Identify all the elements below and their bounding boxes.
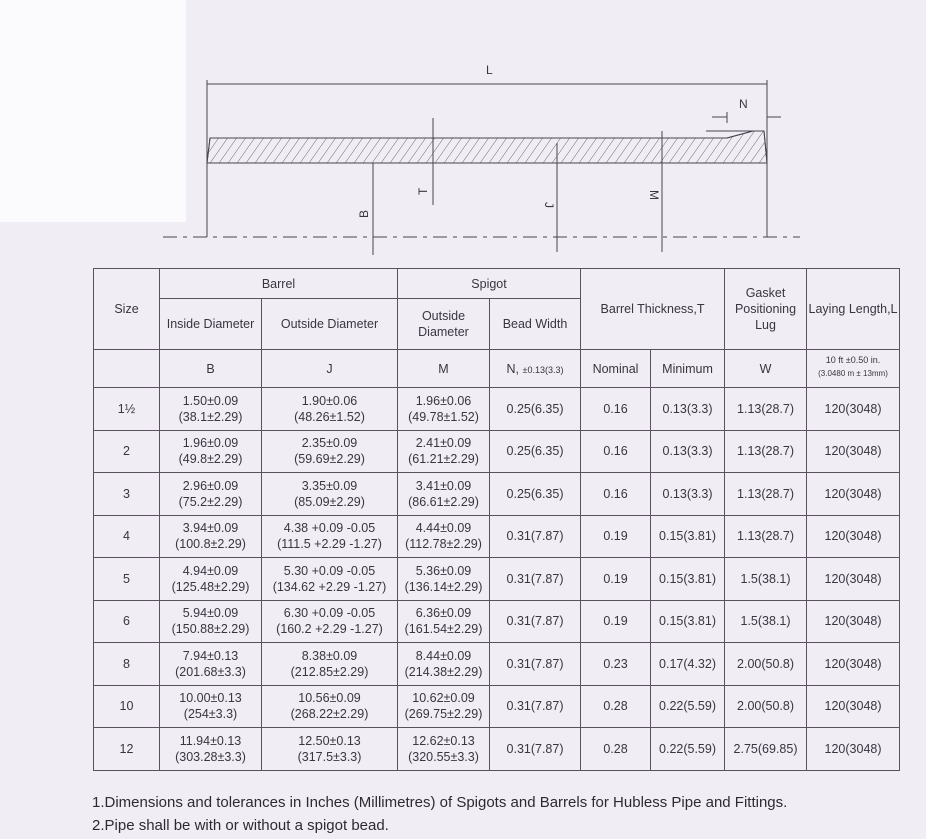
symbol-nominal: Nominal bbox=[581, 350, 651, 388]
cell-j bbox=[262, 728, 398, 771]
cell-j-imperial: 8.38±0.09 bbox=[301, 648, 358, 663]
cell-minimum: 0.13(3.3) bbox=[651, 473, 725, 516]
header-laying-length: Laying Length,L bbox=[807, 269, 900, 350]
cell-b bbox=[160, 430, 262, 473]
cell-j-metric: (134.62 +2.29 -1.27) bbox=[272, 579, 387, 594]
cell-j-imperial: 4.38 +0.09 -0.05 bbox=[283, 521, 376, 536]
cell-m-imperial: 2.41±0.09 bbox=[415, 436, 472, 451]
cell-n: 0.31(7.87) bbox=[490, 728, 581, 771]
cell-n: 0.31(7.87) bbox=[490, 643, 581, 686]
cell-b bbox=[160, 558, 262, 601]
cell-l: 120(3048) bbox=[807, 515, 900, 558]
table-row bbox=[94, 473, 900, 516]
cell-b-metric: (201.68±3.3) bbox=[175, 664, 246, 679]
cell-j-imperial: 12.50±0.13 bbox=[298, 733, 361, 748]
cell-m-metric: (269.75±2.29) bbox=[404, 707, 483, 722]
cell-nominal: 0.19 bbox=[581, 515, 651, 558]
cell-j-imperial: 2.35±0.09 bbox=[301, 436, 358, 451]
cell-m-imperial: 3.41±0.09 bbox=[415, 478, 472, 493]
symbol-l bbox=[807, 350, 900, 388]
header-spigot: Spigot bbox=[398, 269, 581, 299]
cell-m-imperial: 10.62±0.09 bbox=[412, 691, 475, 706]
cell-n: 0.31(7.87) bbox=[490, 685, 581, 728]
table-row bbox=[94, 643, 900, 686]
cell-j-imperial: 10.56±0.09 bbox=[298, 691, 361, 706]
cell-j bbox=[262, 600, 398, 643]
symbol-n-label: N, bbox=[506, 361, 520, 376]
symbol-m: M bbox=[398, 350, 490, 388]
cell-j-metric: (212.85±2.29) bbox=[290, 664, 369, 679]
cell-j-imperial: 5.30 +0.09 -0.05 bbox=[283, 563, 376, 578]
symbol-j: J bbox=[262, 350, 398, 388]
cell-w: 2.00(50.8) bbox=[725, 643, 807, 686]
cell-j-metric: (48.26±1.52) bbox=[294, 409, 365, 424]
header-inside-diameter: Inside Diameter bbox=[160, 299, 262, 350]
header-spigot-outside-diameter: Outside Diameter bbox=[398, 299, 490, 350]
symbol-b: B bbox=[160, 350, 262, 388]
cell-l: 120(3048) bbox=[807, 728, 900, 771]
cell-j bbox=[262, 430, 398, 473]
cell-l: 120(3048) bbox=[807, 685, 900, 728]
cell-w: 1.13(28.7) bbox=[725, 473, 807, 516]
cell-m-imperial: 12.62±0.13 bbox=[412, 733, 475, 748]
cell-l: 120(3048) bbox=[807, 643, 900, 686]
cell-b-metric: (100.8±2.29) bbox=[175, 537, 246, 552]
cell-n: 0.31(7.87) bbox=[490, 558, 581, 601]
cell-b bbox=[160, 728, 262, 771]
cell-j-metric: (111.5 +2.29 -1.27) bbox=[277, 537, 382, 552]
cell-m bbox=[398, 685, 490, 728]
cell-w: 1.5(38.1) bbox=[725, 600, 807, 643]
cell-m bbox=[398, 388, 490, 431]
symbol-empty bbox=[94, 350, 160, 388]
cell-n: 0.31(7.87) bbox=[490, 515, 581, 558]
cell-j-imperial: 1.90±0.06 bbox=[301, 393, 358, 408]
cell-m-imperial: 4.44±0.09 bbox=[415, 521, 472, 536]
cell-j-metric: (268.22±2.29) bbox=[290, 707, 369, 722]
cell-size: 3 bbox=[94, 473, 160, 516]
cell-nominal: 0.28 bbox=[581, 728, 651, 771]
cell-l: 120(3048) bbox=[807, 600, 900, 643]
cell-size: 10 bbox=[94, 685, 160, 728]
header-barrel-thickness: Barrel Thickness,T bbox=[581, 269, 725, 350]
cell-j-metric: (59.69±2.29) bbox=[294, 452, 365, 467]
cell-w: 2.75(69.85) bbox=[725, 728, 807, 771]
cell-minimum: 0.15(3.81) bbox=[651, 600, 725, 643]
cell-j-imperial: 6.30 +0.09 -0.05 bbox=[283, 606, 376, 621]
cell-b bbox=[160, 388, 262, 431]
cell-b-imperial: 4.94±0.09 bbox=[182, 563, 239, 578]
header-barrel-outside-diameter: Outside Diameter bbox=[262, 299, 398, 350]
cell-j bbox=[262, 685, 398, 728]
cell-b-imperial: 10.00±0.13 bbox=[179, 691, 242, 706]
cell-m-metric: (49.78±1.52) bbox=[408, 409, 479, 424]
cell-m-imperial: 5.36±0.09 bbox=[415, 563, 472, 578]
cell-j bbox=[262, 473, 398, 516]
cell-m bbox=[398, 430, 490, 473]
cell-size: 1½ bbox=[94, 388, 160, 431]
table-row bbox=[94, 558, 900, 601]
cell-b bbox=[160, 515, 262, 558]
cell-b-imperial: 7.94±0.13 bbox=[182, 648, 239, 663]
diagram-label-m: M bbox=[647, 190, 661, 200]
footnote-2: 2.Pipe shall be with or without a spigot bead. bbox=[92, 817, 389, 834]
cell-l: 120(3048) bbox=[807, 558, 900, 601]
cell-j-imperial: 3.35±0.09 bbox=[301, 478, 358, 493]
cell-n: 0.31(7.87) bbox=[490, 600, 581, 643]
cell-b-imperial: 3.94±0.09 bbox=[182, 521, 239, 536]
cell-minimum: 0.17(4.32) bbox=[651, 643, 725, 686]
table-row bbox=[94, 728, 900, 771]
cell-m bbox=[398, 728, 490, 771]
cell-b-imperial: 5.94±0.09 bbox=[182, 606, 239, 621]
symbol-w: W bbox=[725, 350, 807, 388]
diagram-label-j: J bbox=[542, 202, 556, 208]
cell-m bbox=[398, 473, 490, 516]
header-size: Size bbox=[94, 269, 160, 350]
table-row bbox=[94, 430, 900, 473]
cell-minimum: 0.13(3.3) bbox=[651, 388, 725, 431]
cell-m-metric: (112.78±2.29) bbox=[405, 537, 482, 552]
cell-m bbox=[398, 515, 490, 558]
diagram-label-t: T bbox=[416, 187, 430, 195]
cell-size: 5 bbox=[94, 558, 160, 601]
cell-l: 120(3048) bbox=[807, 473, 900, 516]
cell-size: 8 bbox=[94, 643, 160, 686]
cell-m-metric: (61.21±2.29) bbox=[408, 452, 479, 467]
header-bead-width: Bead Width bbox=[490, 299, 581, 350]
cell-m bbox=[398, 600, 490, 643]
cell-m-metric: (214.38±2.29) bbox=[404, 664, 483, 679]
dimensions-table bbox=[93, 268, 900, 771]
cell-m-imperial: 8.44±0.09 bbox=[415, 648, 472, 663]
cell-j bbox=[262, 643, 398, 686]
cell-b-imperial: 11.94±0.13 bbox=[179, 733, 242, 748]
cell-j bbox=[262, 388, 398, 431]
cell-j bbox=[262, 515, 398, 558]
cell-w: 2.00(50.8) bbox=[725, 685, 807, 728]
header-gasket-lug: Gasket Positioning Lug bbox=[725, 269, 807, 350]
cell-l: 120(3048) bbox=[807, 388, 900, 431]
cell-minimum: 0.13(3.3) bbox=[651, 430, 725, 473]
footnote-1: 1.Dimensions and tolerances in Inches (Millimetres) of Spigots and Barrels for Hubless Pipe and Fittings. bbox=[92, 794, 788, 811]
table-row bbox=[94, 600, 900, 643]
table-row bbox=[94, 388, 900, 431]
cell-m-metric: (161.54±2.29) bbox=[404, 622, 483, 637]
table-row bbox=[94, 515, 900, 558]
cell-w: 1.5(38.1) bbox=[725, 558, 807, 601]
cell-size: 2 bbox=[94, 430, 160, 473]
header-barrel: Barrel bbox=[160, 269, 398, 299]
symbol-l-metric: (3.0480 m ± 13mm) bbox=[818, 369, 888, 378]
cell-b-metric: (49.8±2.29) bbox=[178, 452, 243, 467]
cell-b-metric: (125.48±2.29) bbox=[171, 579, 250, 594]
cell-n: 0.25(6.35) bbox=[490, 473, 581, 516]
cell-l: 120(3048) bbox=[807, 430, 900, 473]
cell-nominal: 0.16 bbox=[581, 473, 651, 516]
cell-b bbox=[160, 600, 262, 643]
cell-size: 4 bbox=[94, 515, 160, 558]
diagram-label-l: L bbox=[486, 63, 493, 77]
cell-m-metric: (86.61±2.29) bbox=[408, 494, 479, 509]
symbol-l-imperial: 10 ft ±0.50 in. bbox=[825, 355, 881, 365]
cell-b bbox=[160, 643, 262, 686]
pipe-diagram bbox=[0, 0, 926, 268]
cell-b-imperial: 1.50±0.09 bbox=[182, 393, 239, 408]
cell-b-imperial: 2.96±0.09 bbox=[182, 478, 239, 493]
symbol-minimum: Minimum bbox=[651, 350, 725, 388]
cell-b-metric: (303.28±3.3) bbox=[175, 749, 246, 764]
cell-nominal: 0.28 bbox=[581, 685, 651, 728]
cell-n: 0.25(6.35) bbox=[490, 388, 581, 431]
cell-j bbox=[262, 558, 398, 601]
symbol-n-tolerance: ±0.13(3.3) bbox=[522, 364, 564, 375]
cell-minimum: 0.22(5.59) bbox=[651, 685, 725, 728]
cell-size: 12 bbox=[94, 728, 160, 771]
cell-m-imperial: 1.96±0.06 bbox=[415, 393, 472, 408]
cell-w: 1.13(28.7) bbox=[725, 430, 807, 473]
cell-j-metric: (160.2 +2.29 -1.27) bbox=[276, 622, 383, 637]
cell-minimum: 0.15(3.81) bbox=[651, 515, 725, 558]
cell-size: 6 bbox=[94, 600, 160, 643]
cell-j-metric: (85.09±2.29) bbox=[294, 494, 365, 509]
cell-m bbox=[398, 558, 490, 601]
cell-minimum: 0.22(5.59) bbox=[651, 728, 725, 771]
cell-b-metric: (75.2±2.29) bbox=[178, 494, 243, 509]
cell-n: 0.25(6.35) bbox=[490, 430, 581, 473]
cell-b-metric: (254±3.3) bbox=[183, 707, 238, 722]
cell-m-metric: (320.55±3.3) bbox=[408, 749, 479, 764]
cell-m bbox=[398, 643, 490, 686]
cell-b-imperial: 1.96±0.09 bbox=[182, 436, 239, 451]
cell-nominal: 0.23 bbox=[581, 643, 651, 686]
cell-b bbox=[160, 685, 262, 728]
table-row bbox=[94, 685, 900, 728]
symbol-n bbox=[490, 350, 581, 388]
cell-w: 1.13(28.7) bbox=[725, 515, 807, 558]
cell-nominal: 0.16 bbox=[581, 430, 651, 473]
cell-minimum: 0.15(3.81) bbox=[651, 558, 725, 601]
cell-b-metric: (150.88±2.29) bbox=[171, 622, 250, 637]
diagram-label-b: B bbox=[357, 209, 371, 218]
cell-m-imperial: 6.36±0.09 bbox=[415, 606, 472, 621]
cell-nominal: 0.19 bbox=[581, 600, 651, 643]
cell-b bbox=[160, 473, 262, 516]
cell-j-metric: (317.5±3.3) bbox=[297, 749, 362, 764]
cell-m-metric: (136.14±2.29) bbox=[404, 579, 483, 594]
cell-nominal: 0.16 bbox=[581, 388, 651, 431]
cell-w: 1.13(28.7) bbox=[725, 388, 807, 431]
cell-b-metric: (38.1±2.29) bbox=[178, 409, 243, 424]
diagram-label-n: N bbox=[739, 97, 748, 111]
cell-nominal: 0.19 bbox=[581, 558, 651, 601]
